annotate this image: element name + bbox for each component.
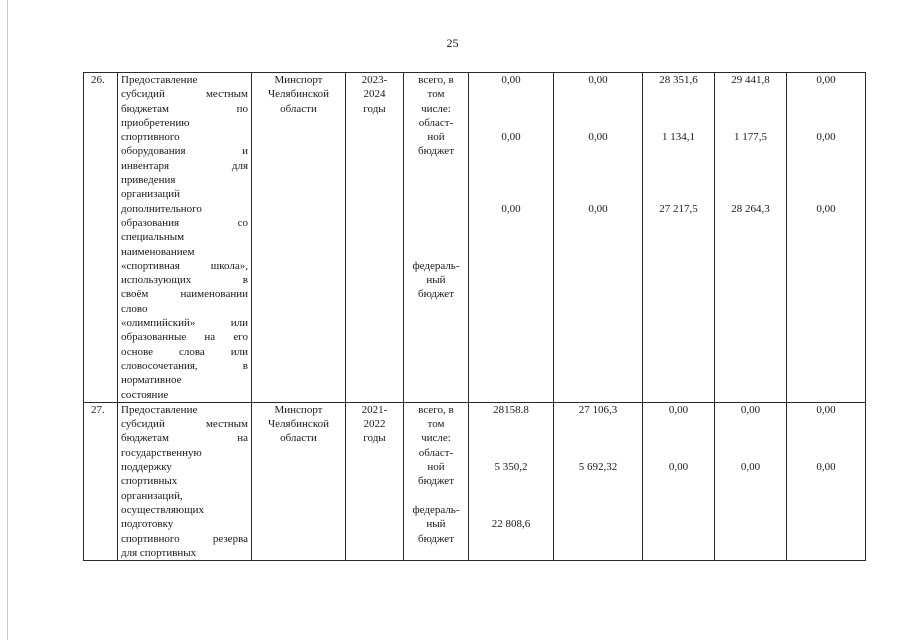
amount-value: 0,00 bbox=[816, 202, 836, 215]
amount-value bbox=[645, 431, 712, 445]
amount-value bbox=[471, 431, 551, 445]
description-line: Предоставление bbox=[121, 403, 198, 416]
description-line: состояние bbox=[121, 388, 169, 401]
amount-value: 0,00 bbox=[816, 403, 836, 416]
funding-source-line: област- bbox=[418, 446, 454, 459]
amount-value bbox=[556, 173, 640, 187]
description-line: осуществляющих bbox=[121, 503, 204, 516]
funding-source-line bbox=[406, 230, 466, 244]
amount-cell bbox=[469, 402, 554, 560]
executor-line: Челябинской bbox=[267, 88, 329, 101]
funding-source-line: ный bbox=[426, 274, 446, 287]
amount-value bbox=[789, 102, 863, 116]
period-line: 2023- bbox=[361, 74, 388, 86]
amount-value bbox=[556, 417, 640, 431]
amount-value: 29 441,8 bbox=[731, 74, 770, 86]
amount-value bbox=[471, 489, 551, 503]
description-line: для спортивных bbox=[121, 546, 197, 559]
funding-source-cell bbox=[404, 402, 469, 560]
funding-source-line: всего, в bbox=[418, 74, 454, 86]
amount-cell bbox=[715, 402, 787, 560]
amount-value bbox=[789, 187, 863, 201]
amount-value bbox=[556, 144, 640, 158]
amount-value bbox=[645, 116, 712, 130]
funding-source-line: том bbox=[427, 418, 445, 431]
amount-value bbox=[645, 87, 712, 101]
executor-line: Минспорт bbox=[274, 74, 323, 86]
description-line: образования со bbox=[121, 216, 248, 229]
description-line: образованные на его bbox=[121, 331, 248, 344]
description-line: «олимпийский» или bbox=[121, 317, 248, 330]
funding-source-cell bbox=[404, 73, 469, 403]
description-line: бюджетам на bbox=[121, 432, 248, 445]
funding-source-line: ной bbox=[427, 461, 445, 474]
funding-source-line bbox=[406, 173, 466, 187]
amount-value bbox=[717, 102, 784, 116]
amount-value bbox=[645, 159, 712, 173]
left-margin-rule bbox=[7, 0, 8, 640]
amount-value: 0,00 bbox=[740, 403, 761, 416]
funding-source-line bbox=[406, 202, 466, 216]
amount-value bbox=[717, 173, 784, 187]
period-line: 2021- bbox=[361, 403, 388, 416]
funding-source-line bbox=[406, 245, 466, 259]
table-row bbox=[84, 73, 866, 403]
amount-value bbox=[556, 431, 640, 445]
amount-value bbox=[471, 503, 551, 517]
amount-value: 28 264,3 bbox=[731, 202, 770, 215]
amount-value bbox=[717, 159, 784, 173]
amount-value: 0,00 bbox=[816, 131, 836, 144]
executor-cell bbox=[252, 73, 346, 403]
description-line: приведения bbox=[121, 174, 176, 187]
amount-cell bbox=[787, 73, 866, 403]
funding-source-line bbox=[406, 187, 466, 201]
amount-value: 28158.8 bbox=[493, 403, 529, 416]
executor-line: Минспорт bbox=[274, 403, 323, 416]
amount-cell bbox=[643, 73, 715, 403]
amount-cell bbox=[643, 402, 715, 560]
description-line: поддержку bbox=[121, 461, 172, 474]
funding-source-line: федераль- bbox=[412, 503, 460, 516]
amount-value bbox=[717, 144, 784, 158]
funding-source-line bbox=[406, 489, 466, 503]
funding-source-line: ный bbox=[426, 518, 446, 531]
amount-value bbox=[556, 187, 640, 201]
amount-value bbox=[645, 446, 712, 460]
amount-value: 0,00 bbox=[501, 74, 521, 86]
period-line: годы bbox=[363, 432, 386, 445]
amount-value bbox=[471, 173, 551, 187]
description-line: нормативное bbox=[121, 374, 182, 387]
amount-value bbox=[717, 446, 784, 460]
amount-value bbox=[471, 446, 551, 460]
amount-value bbox=[717, 116, 784, 130]
amount-value bbox=[645, 187, 712, 201]
amount-value bbox=[645, 173, 712, 187]
funding-source-line: всего, в bbox=[418, 403, 454, 416]
funding-source-line: федераль- bbox=[412, 259, 460, 272]
amount-cell bbox=[554, 402, 643, 560]
description-line: инвентаря для bbox=[121, 159, 248, 172]
amount-value: 0,00 bbox=[588, 74, 608, 86]
measure-description bbox=[118, 402, 252, 560]
amount-value: 0,00 bbox=[668, 461, 689, 474]
executor-line: области bbox=[280, 102, 317, 115]
amount-value bbox=[471, 187, 551, 201]
amount-value bbox=[471, 87, 551, 101]
amount-value bbox=[789, 431, 863, 445]
amount-value: 0,00 bbox=[816, 74, 836, 86]
amount-value: 0,00 bbox=[816, 461, 836, 474]
funding-source-line bbox=[406, 159, 466, 173]
program-table bbox=[83, 72, 866, 561]
amount-value bbox=[556, 116, 640, 130]
description-line: Предоставление bbox=[121, 74, 198, 86]
period-line: 2024 bbox=[363, 88, 386, 101]
amount-value: 0,00 bbox=[668, 403, 689, 416]
amount-value bbox=[789, 144, 863, 158]
description-line: организаций bbox=[121, 188, 181, 201]
description-line: слово bbox=[121, 302, 148, 315]
amount-value bbox=[717, 87, 784, 101]
amount-value bbox=[471, 144, 551, 158]
period-cell bbox=[346, 402, 404, 560]
amount-value: 5 350,2 bbox=[494, 461, 528, 474]
amount-value bbox=[471, 102, 551, 116]
amount-value bbox=[645, 102, 712, 116]
executor-line: Челябинской bbox=[267, 418, 329, 431]
amount-cell bbox=[554, 73, 643, 403]
amount-value: 27 106,3 bbox=[578, 403, 618, 416]
amount-value bbox=[645, 417, 712, 431]
table-row bbox=[84, 402, 866, 560]
funding-source-line: числе: bbox=[421, 432, 451, 445]
funding-source-line: бюджет bbox=[418, 288, 454, 301]
description-line: оборудования и bbox=[121, 145, 248, 158]
amount-value bbox=[717, 417, 784, 431]
description-line: приобретению bbox=[121, 116, 190, 129]
measure-description bbox=[118, 73, 252, 403]
amount-value: 27 217,5 bbox=[659, 202, 698, 215]
amount-value bbox=[471, 116, 551, 130]
description-line: спортивных bbox=[121, 475, 178, 488]
amount-value bbox=[556, 159, 640, 173]
amount-value bbox=[789, 116, 863, 130]
amount-value bbox=[789, 87, 863, 101]
amount-value: 0,00 bbox=[501, 202, 521, 215]
description-line: организаций, bbox=[121, 489, 183, 502]
description-line: наименованием bbox=[121, 245, 195, 258]
funding-source-line: бюджет bbox=[418, 145, 454, 158]
period-cell bbox=[346, 73, 404, 403]
description-line: «спортивная школа», bbox=[121, 259, 248, 272]
amount-value bbox=[471, 417, 551, 431]
amount-value: 1 177,5 bbox=[734, 131, 767, 144]
funding-source-line: том bbox=[427, 88, 445, 101]
funding-source-line: област- bbox=[418, 116, 454, 129]
funding-source-line: бюджет bbox=[418, 532, 454, 545]
amount-cell bbox=[715, 73, 787, 403]
row-number: 26. bbox=[84, 73, 118, 403]
amount-value: 0,00 bbox=[501, 131, 521, 144]
description-line: специальным bbox=[121, 231, 185, 244]
amount-value: 1 134,1 bbox=[662, 131, 695, 144]
description-line: государственную bbox=[121, 446, 202, 459]
description-line: спортивного резерва bbox=[121, 532, 248, 545]
period-line: 2022 bbox=[363, 418, 386, 431]
description-line: субсидий местным bbox=[121, 88, 248, 101]
description-line: подготовку bbox=[121, 518, 174, 531]
row-number: 27. bbox=[84, 402, 118, 560]
executor-line: области bbox=[280, 432, 317, 445]
description-line: бюджетам по bbox=[121, 102, 248, 115]
amount-value: 5 692,32 bbox=[578, 461, 618, 474]
executor-cell bbox=[252, 402, 346, 560]
amount-value: 0,00 bbox=[588, 202, 608, 215]
period-line: годы bbox=[363, 102, 386, 115]
amount-value bbox=[645, 144, 712, 158]
amount-value bbox=[556, 446, 640, 460]
page-number: 25 bbox=[446, 36, 459, 50]
description-line: словосочетания, в bbox=[121, 359, 248, 372]
amount-cell bbox=[469, 73, 554, 403]
amount-value bbox=[789, 446, 863, 460]
amount-value bbox=[717, 187, 784, 201]
amount-value bbox=[789, 159, 863, 173]
description-line: своём наименовании bbox=[121, 288, 248, 301]
funding-source-line bbox=[406, 216, 466, 230]
funding-source-line: числе: bbox=[421, 102, 451, 115]
description-line: основе слова или bbox=[121, 345, 248, 358]
amount-value: 0,00 bbox=[588, 131, 608, 144]
amount-value bbox=[556, 87, 640, 101]
amount-value: 0,00 bbox=[740, 461, 761, 474]
description-line: спортивного bbox=[121, 131, 180, 144]
funding-source-line: ной bbox=[427, 131, 445, 144]
description-line: субсидий местным bbox=[121, 418, 248, 431]
amount-value bbox=[471, 159, 551, 173]
amount-cell bbox=[787, 402, 866, 560]
amount-value: 22 808,6 bbox=[491, 518, 531, 531]
funding-source-line: бюджет bbox=[418, 475, 454, 488]
amount-value bbox=[556, 102, 640, 116]
amount-value bbox=[471, 474, 551, 488]
amount-value bbox=[717, 431, 784, 445]
amount-value: 28 351,6 bbox=[659, 74, 698, 86]
description-line: дополнительного bbox=[121, 202, 202, 215]
amount-value bbox=[789, 417, 863, 431]
description-line: использующих в bbox=[121, 274, 248, 287]
amount-value bbox=[789, 173, 863, 187]
